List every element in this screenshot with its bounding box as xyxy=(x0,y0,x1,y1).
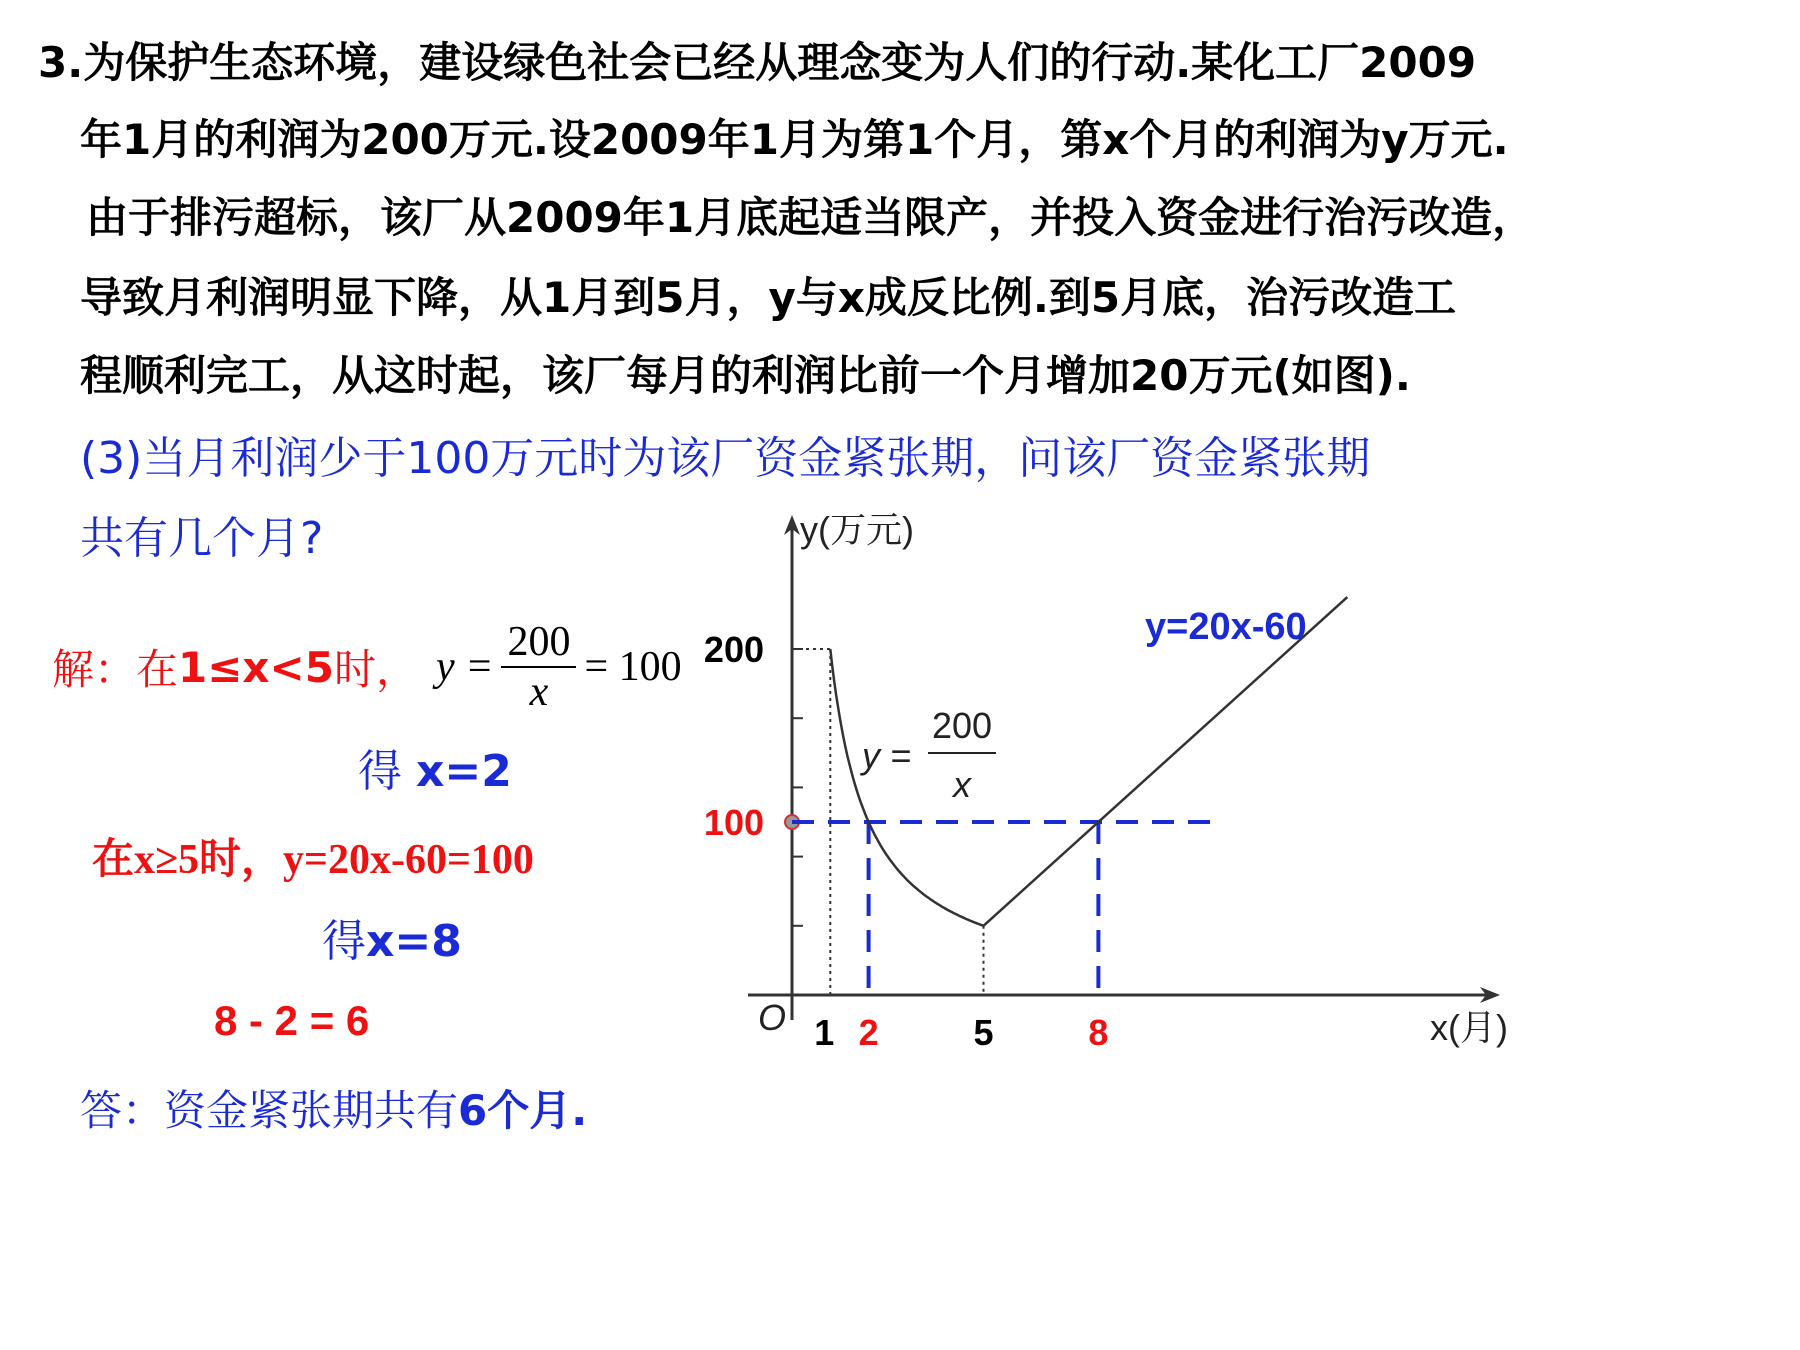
question-line-2: 共有几个月? xyxy=(80,513,324,564)
y-tick-label-200: 200 xyxy=(703,629,764,670)
curve-label-numerator: 200 xyxy=(931,705,993,746)
solution-step-2: 在x≥5时，y=20x-60=100 xyxy=(92,837,534,883)
x-axis-label: x(月) xyxy=(1430,1007,1508,1048)
result-2-prefix: 得 xyxy=(322,916,366,967)
problem-line-5: 程顺利完工，从这时起，该厂每月的利润比前一个月增加20万元(如图). xyxy=(80,351,1411,400)
line-label: y=20x-60 xyxy=(1145,606,1307,648)
x-tick-label-8: 8 xyxy=(1088,1012,1109,1053)
curve-label-denominator: x xyxy=(953,764,971,805)
condition-1: 1≤x<5 xyxy=(178,642,334,692)
question-line-1: (3)当月利润少于100万元时为该厂资金紧张期，问该厂资金紧张期 xyxy=(80,433,1371,484)
answer-suffix: 个月. xyxy=(487,1086,588,1135)
problem-line-3: 由于排污超标，该厂从2009年1月底起适当限产，并投入资金进行治污改造， xyxy=(86,193,1535,242)
equation-1-rhs: = 100 xyxy=(584,644,682,690)
origin-label: O xyxy=(758,997,787,1038)
answer-number: 6 xyxy=(458,1086,488,1135)
difference: 8 - 2 = 6 xyxy=(214,997,370,1044)
problem-line-4: 导致月利润明显下降，从1月到5月，y与x成反比例.到5月底，治污改造工 xyxy=(80,273,1457,322)
problem-line-2: 年1月的利润为200万元.设2009年1月为第1个月，第x个月的利润为y万元. xyxy=(80,115,1509,164)
y-axis-label: y(万元) xyxy=(800,509,914,550)
curve-label-lhs: y = xyxy=(862,735,912,776)
answer-prefix: 答：资金紧张期共有 xyxy=(80,1086,459,1135)
equation-1-lhs: y = xyxy=(435,644,494,690)
x-tick-label-2: 2 xyxy=(858,1012,879,1053)
solution-intro: 解：在 xyxy=(52,645,179,694)
problem-text-1: 为保护生态环境，建设绿色社会已经从理念变为人们的行动.某化工厂2009 xyxy=(83,38,1477,87)
x-tick-label-5: 5 xyxy=(973,1012,994,1053)
equation-1-numerator: 200 xyxy=(507,619,571,665)
equation-1-denominator: x xyxy=(529,669,549,715)
y-tick-label-100: 100 xyxy=(703,802,764,843)
result-1-prefix: 得 xyxy=(358,746,416,797)
problem-number: 3. xyxy=(38,38,84,87)
result-1-value: x=2 xyxy=(416,746,512,797)
result-2-value: x=8 xyxy=(366,916,462,967)
solution-shi: 时， xyxy=(333,645,418,694)
x-tick-label-1: 1 xyxy=(814,1012,835,1053)
